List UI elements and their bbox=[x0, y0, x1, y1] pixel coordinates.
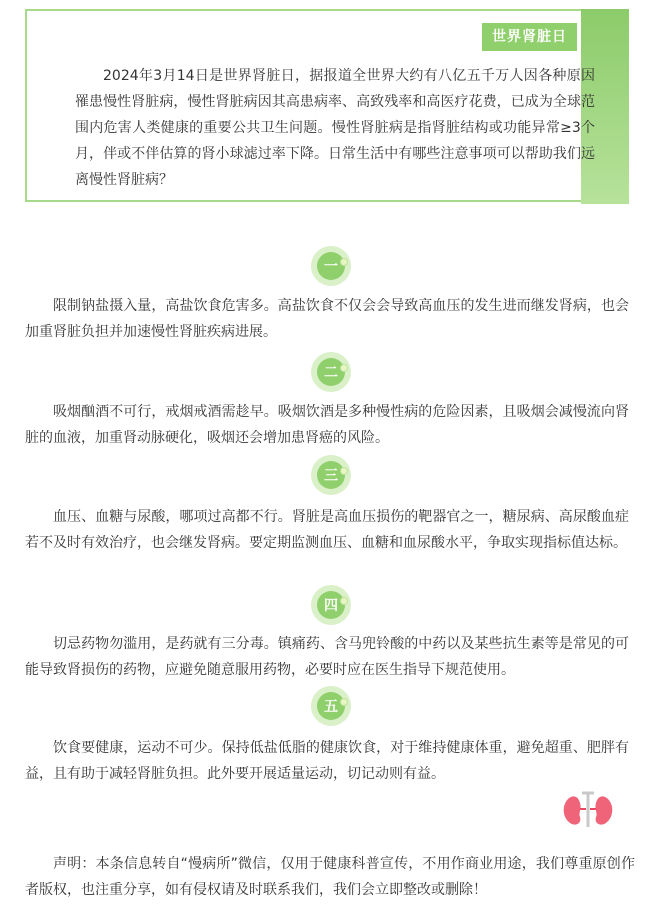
tip-4-text: 切忌药物勿滥用，是药就有三分毒。镇痛药、含马兜铃酸的中药以及某些抗生素等是常见的可能导致肾损伤的药物，应避免随意服用药物，必要时应在医生指导下规范使用。 bbox=[25, 636, 629, 678]
intro-box bbox=[25, 9, 629, 202]
disclaimer-text: 声明：本条信息转自“慢病所”微信，仅用于健康科普宣传，不用作商业用途，我们尊重原创作者版权，也注重分享，如有侵权请及时联系我们，我们会立即整改或删除！ bbox=[25, 856, 635, 898]
intro-paragraph: 2024年3月14日是世界肾脏日，据报道全世界大约有八亿五千万人因各种原因罹患慢性肾脏病，慢性肾脏病因其高患病率、高致残率和高医疗花费，已成为全球范围内危害人类健康的重要公共卫生问题。慢性肾脏病是指肾脏结构或功能异常≥3个月，伴或不伴估算的肾小球滤过率下降。日常生活中有哪些注意事项可以帮助我们远离慢性肾脏病？ bbox=[75, 68, 595, 188]
tip-number-label: 一 bbox=[324, 259, 338, 275]
tip-2-text: 吸烟酗酒不可行，戒烟戒酒需趁早。吸烟饮酒是多种慢性病的危险因素，且吸烟会减慢流向肾脏的血液，加重肾动脉硬化，吸烟还会增加患肾癌的风险。 bbox=[25, 404, 629, 446]
tip-number-3 bbox=[311, 455, 351, 495]
tip-number-label: 五 bbox=[324, 699, 338, 715]
tip-number-2 bbox=[311, 352, 351, 392]
tip-1-text: 限制钠盐摄入量，高盐饮食危害多。高盐饮食不仅会会导致高血压的发生进而继发肾病，也会加重肾脏负担并加速慢性肾脏疾病进展。 bbox=[25, 298, 629, 340]
tip-number-5 bbox=[311, 686, 351, 726]
kidney-icon bbox=[562, 787, 614, 831]
tip-5-text: 饮食要健康，运动不可少。保持低盐低脂的健康饮食，对于维持健康体重，避免超重、肥胖有益，且有助于减轻肾脏负担。此外要开展适量运动，切记动则有益。 bbox=[25, 740, 629, 782]
tip-number-1 bbox=[311, 246, 351, 286]
tip-number-label: 二 bbox=[324, 365, 338, 381]
tip-3-text: 血压、血糖与尿酸，哪项过高都不行。肾脏是高血压损伤的靶器官之一，糖尿病、高尿酸血症若不及时有效治疗，也会继发肾病。要定期监测血压、血糖和血尿酸水平，争取实现指标值达标。 bbox=[25, 509, 629, 551]
tip-number-label: 三 bbox=[324, 468, 338, 484]
tip-number-4 bbox=[311, 585, 351, 625]
tip-number-label: 四 bbox=[324, 598, 338, 614]
world-kidney-day-badge: 世界肾脏日 bbox=[482, 23, 577, 51]
